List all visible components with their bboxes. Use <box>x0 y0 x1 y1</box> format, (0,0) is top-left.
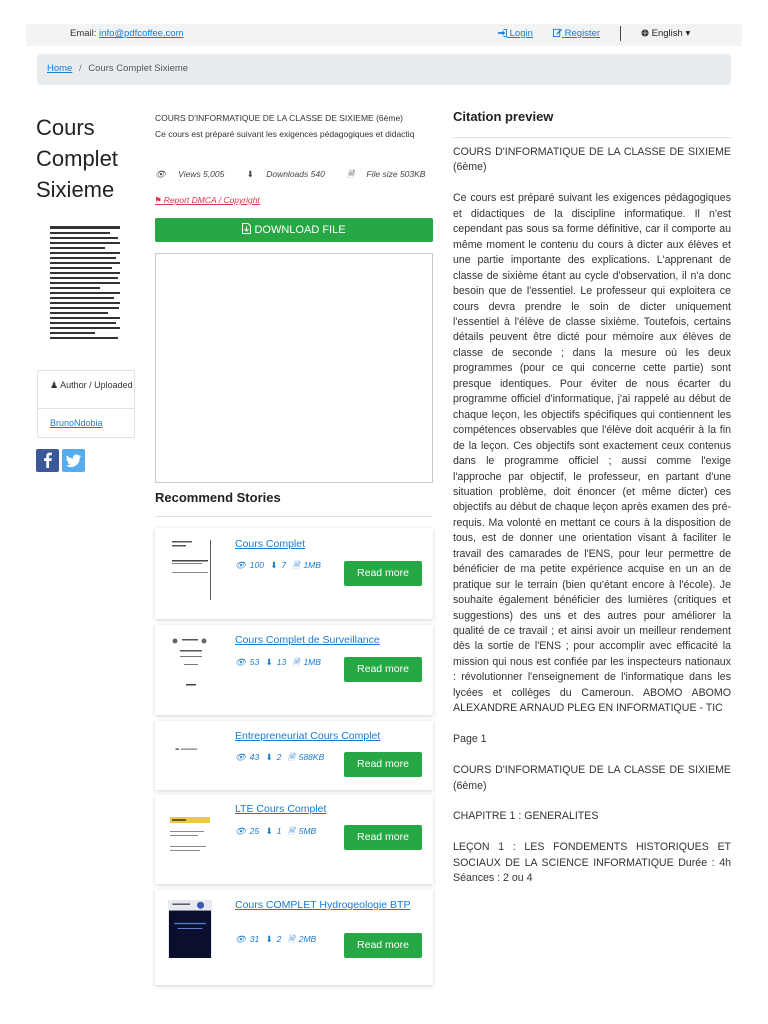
login-link[interactable] <box>498 28 533 39</box>
citation-paragraph: Page 1 <box>453 733 487 746</box>
story-stats <box>235 752 328 766</box>
twitter-icon <box>62 449 85 472</box>
download-icon: ⬇ <box>270 560 278 570</box>
story-card <box>155 625 433 715</box>
citation-preview-text <box>453 145 731 887</box>
story-title-link[interactable]: Entrepreneuriat Cours Complet <box>235 730 381 742</box>
file-download-icon <box>242 223 251 234</box>
story-downloads: 2 <box>276 752 282 762</box>
download-icon: ⬇ <box>265 826 273 836</box>
story-title-link[interactable]: LTE Cours Complet <box>235 803 327 815</box>
story-thumbnail[interactable] <box>166 801 214 867</box>
download-file-button[interactable] <box>155 218 433 242</box>
story-size: 1MB <box>303 657 321 667</box>
title-line-2: Complet <box>36 146 118 171</box>
read-more-button[interactable]: Read more <box>344 657 422 682</box>
file-icon: 🗎 <box>292 560 300 570</box>
story-downloads: 2 <box>276 934 282 944</box>
document-preview-frame[interactable] <box>155 253 433 483</box>
document-description <box>155 110 423 142</box>
story-thumbnail[interactable] <box>166 538 214 604</box>
eye-icon: 👁 <box>235 657 246 667</box>
document-title <box>36 112 146 205</box>
story-views: 100 <box>249 560 264 570</box>
sign-in-icon <box>498 29 507 37</box>
citation-divider <box>453 137 731 138</box>
story-views: 25 <box>249 826 260 836</box>
views-stat <box>155 169 234 179</box>
citation-paragraph: Ce cours est préparé suivant les exigences pédagogiques et didactiques de la discipline informatique. Il n'est cependant pas sous sa forme définitive, car il comporte au même moment le contenu du cours à dicter aux élèves et une partie importante des explications. L'apprenant de classe de sixième étant au cycle d'observation, il n'a donc besoin que de l'essentiel. Le professeur qui exploitera ce cours devra prendre le soin de dicter uniquement l'essentiel à l'élève de classe sixième. Toutefois, certains détails peuvent être dicté pour mémoire aux élèves de classe de seconde ; dans la mesure où les deux programmes (pour ce qui concerne cette partie) sont presque identiques. Pour éviter de nous écarter du programme officiel d'informatique, j'ai rappelé au début de chaque leçon, les objectifs spécifiques qui contiennent les compétences observables que l'élève doit acquérir à la fin de la leçon. Ces objectifs sont exactement ceux contenus dans le programme officiel ; aussi comme l'exige l'approche par objectif, le professeur, en partant d'une situation problème, doit énoncer (et même dicter) ces objectifs au début de chaque leçon après examen des pré-requis. Ma volonté en mettant ce cours à la disposition de tous, est de donner une orientation visant à faciliter le travail des camarades de l'ENS, pour leur permettre de bénéficier de ma petite expérience acquise en un an de pratique sur le terrain (bien qu'étant encore à l'école). Je souhaite également bénéficier des lumières (critiques et suggestions) des uns et des autres pour améliorer la qualité de ce travail ; et ainsi avoir un meilleur rendement dès la sortie de l'ENS ; pour accomplir avec efficacité la mission qui nous est confiée par les inspecteurs nationaux : révolutionner l'enseignement de l'informatique dans les lycées et collèges du Cameroun. ABOMO ABOMO ALEXANDRE ARNAUD PLEG EN INFORMATIQUE - TIC <box>453 192 731 715</box>
story-thumbnail[interactable] <box>166 723 214 783</box>
file-icon: 🗎 <box>287 752 295 762</box>
document-snippet: Ce cours est préparé suivant les exigences pédagogiques et didactiq <box>155 129 415 139</box>
email-link[interactable]: info@pdfcoffee.com <box>99 28 184 39</box>
file-icon: 🗎 <box>287 826 295 836</box>
file-icon: 🗎 <box>347 169 355 179</box>
read-more-button[interactable]: Read more <box>344 752 422 777</box>
breadcrumb-home[interactable]: Home <box>47 63 73 74</box>
eye-icon: 👁 <box>235 752 246 762</box>
story-size: 2MB <box>298 934 317 944</box>
author-label <box>50 379 133 392</box>
filesize-stat <box>347 169 435 179</box>
story-views: 53 <box>249 657 260 667</box>
story-thumbnail[interactable] <box>166 634 214 700</box>
views-text: Views 5,005 <box>178 169 225 179</box>
citation-preview-title: Citation preview <box>453 109 554 124</box>
read-more-button[interactable]: Read more <box>344 933 422 958</box>
file-icon: 🗎 <box>287 934 295 944</box>
read-more-button[interactable]: Read more <box>344 561 422 586</box>
eye-icon: 👁 <box>235 826 246 836</box>
facebook-icon <box>36 449 59 472</box>
story-downloads: 13 <box>276 657 287 667</box>
story-card <box>155 721 433 790</box>
user-icon: ♟ <box>50 380 59 390</box>
story-views: 43 <box>249 752 260 762</box>
twitter-share-button[interactable] <box>62 449 85 472</box>
author-divider <box>38 408 134 409</box>
eye-icon: 👁 <box>235 934 246 944</box>
story-stats <box>235 826 320 840</box>
downloads-text: Downloads 540 <box>266 169 325 179</box>
story-title-link[interactable]: Cours Complet de Surveillance <box>235 634 380 646</box>
recommend-stories-title: Recommend Stories <box>155 490 281 505</box>
story-stats <box>235 657 325 671</box>
document-heading: COURS D'INFORMATIQUE DE LA CLASSE DE SIXIEME (6ème) <box>155 113 404 123</box>
read-more-button[interactable]: Read more <box>344 825 422 850</box>
download-button-label: DOWNLOAD FILE <box>254 224 346 236</box>
document-thumbnail[interactable] <box>46 220 124 344</box>
filesize-text: File size 503KB <box>366 169 426 179</box>
breadcrumb <box>37 54 731 85</box>
topbar-divider <box>620 26 621 41</box>
author-link[interactable]: BrunoNdobia <box>50 418 103 428</box>
story-downloads: 7 <box>281 560 287 570</box>
caret-down-icon: ▾ <box>685 28 691 39</box>
top-bar <box>26 24 742 46</box>
facebook-share-button[interactable] <box>36 449 59 472</box>
download-icon: ⬇ <box>265 752 273 762</box>
flag-icon: ⚑ <box>155 195 162 205</box>
download-icon: ⬇ <box>265 934 273 944</box>
contact-email <box>70 28 184 39</box>
breadcrumb-current: Cours Complet Sixieme <box>88 63 189 74</box>
language-dropdown[interactable] <box>641 28 690 39</box>
story-card <box>155 890 433 985</box>
story-card <box>155 795 433 884</box>
title-line-3: Sixieme <box>36 177 115 202</box>
download-icon: ⬇ <box>265 657 273 667</box>
email-label: Email: <box>70 28 97 39</box>
downloads-stat <box>247 169 335 179</box>
register-label: Register <box>564 28 601 39</box>
globe-icon <box>641 29 649 37</box>
story-card <box>155 528 433 619</box>
edit-icon <box>553 28 562 37</box>
story-title-link[interactable]: Cours Complet <box>235 538 306 550</box>
register-link[interactable] <box>553 28 600 39</box>
report-text: Report DMCA / Copyright <box>163 195 260 205</box>
story-size: 5MB <box>298 826 317 836</box>
citation-paragraph: LEÇON 1 : LES FONDEMENTS HISTORIQUES ET SOCIAUX DE LA SCIENCE INFORMATIQUE Durée : 4h Séances : 2 ou 4 <box>453 841 731 885</box>
citation-paragraph: COURS D'INFORMATIQUE DE LA CLASSE DE SIXIEME (6ème) <box>453 146 731 174</box>
eye-icon: 👁 <box>155 169 166 179</box>
story-stats <box>235 560 325 574</box>
language-label: English <box>651 28 683 39</box>
login-label: Login <box>509 28 533 39</box>
story-title-link[interactable]: Cours COMPLET Hydrogeologie BTP <box>235 899 411 911</box>
report-dmca-link[interactable] <box>155 195 260 206</box>
eye-icon: 👁 <box>235 560 246 570</box>
author-box <box>37 370 135 438</box>
breadcrumb-separator: / <box>78 63 82 74</box>
recommend-divider <box>155 516 433 517</box>
story-size: 1MB <box>303 560 321 570</box>
story-stats <box>235 934 320 948</box>
citation-paragraph: CHAPITRE 1 : GENERALITES <box>453 810 599 823</box>
author-label-text: Author / Uploaded <box>60 380 133 390</box>
story-thumbnail[interactable] <box>166 900 214 958</box>
file-icon: 🗎 <box>292 657 300 667</box>
document-stats <box>155 169 445 183</box>
citation-paragraph: COURS D'INFORMATIQUE DE LA CLASSE DE SIXIEME (6ème) <box>453 764 731 792</box>
title-line-1: Cours <box>36 115 95 140</box>
download-icon: ⬇ <box>246 169 254 179</box>
story-size: 588KB <box>298 752 325 762</box>
story-views: 31 <box>249 934 260 944</box>
story-downloads: 1 <box>276 826 282 836</box>
